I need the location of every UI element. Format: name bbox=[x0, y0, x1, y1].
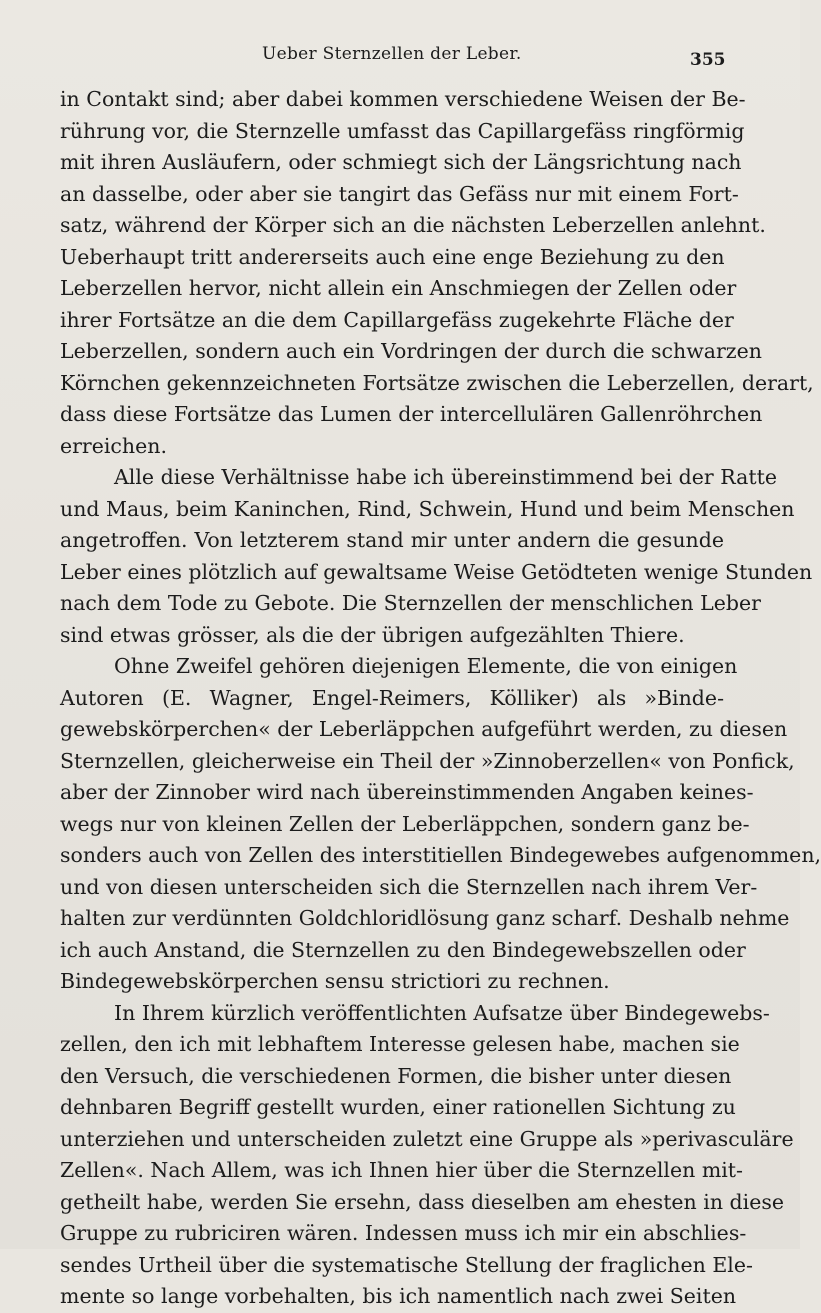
text-line: Zellen«. Nach Allem, was ich Ihnen hier über die Sternzellen mit- bbox=[60, 1158, 743, 1182]
text-line: Alle diese Verhältnisse habe ich übereinstimmend bei der Ratte bbox=[114, 465, 777, 489]
text-line: sonders auch von Zellen des interstitiellen Bindegewebes aufgenommen, bbox=[60, 843, 821, 867]
text-line: Bindegewebskörperchen sensu strictiori zu rechnen. bbox=[60, 969, 610, 993]
text-line: Ohne Zweifel gehören diejenigen Elemente, die von einigen bbox=[114, 654, 738, 678]
text-line: und Maus, beim Kaninchen, Rind, Schwein, Hund und beim Menschen bbox=[60, 496, 795, 521]
text-line: an dasselbe, oder aber sie tangirt das Gefäss nur mit einem Fort- bbox=[60, 181, 739, 206]
text-line: ich auch Anstand, die Sternzellen zu den Bindegewebszellen oder bbox=[60, 937, 746, 962]
text-line: Leber eines plötzlich auf gewaltsame Weise Getödteten wenige Stunden bbox=[60, 559, 813, 584]
text-line: aber der Zinnober wird nach übereinstimmenden Angaben keines- bbox=[60, 780, 754, 804]
text-line: Gruppe zu rubriciren wären. Indessen muss ich mir ein abschlies- bbox=[60, 1221, 747, 1245]
text-line: sendes Urtheil über die systematische Stellung der fraglichen Ele- bbox=[60, 1252, 753, 1277]
text-line: und von diesen unterscheiden sich die Sternzellen nach ihrem Ver- bbox=[60, 874, 758, 899]
text-line: Körnchen gekennzeichneten Fortsätze zwischen die Leberzellen, derart, bbox=[60, 370, 814, 395]
text-line: angetroffen. Von letzterem stand mir unter andern die gesunde bbox=[60, 528, 724, 552]
text-line: getheilt habe, werden Sie ersehn, dass dieselben am ehesten in diese bbox=[60, 1189, 785, 1214]
text-line: halten zur verdünnten Goldchloridlösung ganz scharf. Deshalb nehme bbox=[60, 906, 790, 930]
text-line: satz, während der Körper sich an die nächsten Leberzellen anlehnt. bbox=[60, 213, 766, 237]
text-line: rührung vor, die Sternzelle umfasst das Capillargefäss ringförmig bbox=[60, 118, 745, 143]
text-line: zellen, den ich mit lebhaftem Interesse gelesen habe, machen sie bbox=[60, 1032, 740, 1056]
text-line: Ueberhaupt tritt andererseits auch eine enge Beziehung zu den bbox=[60, 244, 725, 269]
text-line: dass diese Fortsätze das Lumen der intercellulären Gallenröhrchen bbox=[60, 402, 763, 426]
text-line: in Contakt sind; aber dabei kommen verschiedene Weisen der Be- bbox=[60, 87, 746, 111]
running-title: Ueber Sternzellen der Leber. bbox=[262, 44, 522, 64]
text-line: den Versuch, die verschiedenen Formen, die bisher unter diesen bbox=[60, 1063, 732, 1088]
text-line: sind etwas grösser, als die der übrigen aufgezählten Thiere. bbox=[60, 622, 685, 647]
text-line: wegs nur von kleinen Zellen der Leberläppchen, sondern ganz be- bbox=[60, 811, 750, 836]
text-line: mit ihren Ausläufern, oder schmiegt sich der Längsrichtung nach bbox=[60, 150, 742, 174]
text-line: gewebskörperchen« der Leberläppchen aufgeführt werden, zu diesen bbox=[60, 717, 788, 741]
text-line: Sternzellen, gleicherweise ein Theil der »Zinnoberzellen« von Ponfick, bbox=[60, 748, 795, 773]
text-line: unterziehen und unterscheiden zuletzt eine Gruppe als »perivasculäre bbox=[60, 1126, 794, 1151]
text-line: Leberzellen, sondern auch ein Vordringen der durch die schwarzen bbox=[60, 339, 762, 363]
text-line: ihrer Fortsätze an die dem Capillargefäss zugekehrte Fläche der bbox=[60, 307, 734, 332]
text-line: mente so lange vorbehalten, bis ich namentlich nach zwei Seiten bbox=[60, 1284, 737, 1308]
text-line: In Ihrem kürzlich veröffentlichten Aufsatze über Bindegewebs- bbox=[114, 1000, 770, 1025]
page-number: 355 bbox=[690, 50, 726, 70]
text-line: Leberzellen hervor, nicht allein ein Anschmiegen der Zellen oder bbox=[60, 276, 737, 300]
text-line: nach dem Tode zu Gebote. Die Sternzellen der menschlichen Leber bbox=[60, 591, 761, 615]
body-text bbox=[60, 84, 821, 1313]
text-line: Autoren (E. Wagner, Engel-Reimers, Kölliker) als »Binde- bbox=[60, 685, 724, 710]
text-line: erreichen. bbox=[60, 433, 167, 458]
text-line: dehnbaren Begriff gestellt wurden, einer rationellen Sichtung zu bbox=[60, 1095, 736, 1119]
